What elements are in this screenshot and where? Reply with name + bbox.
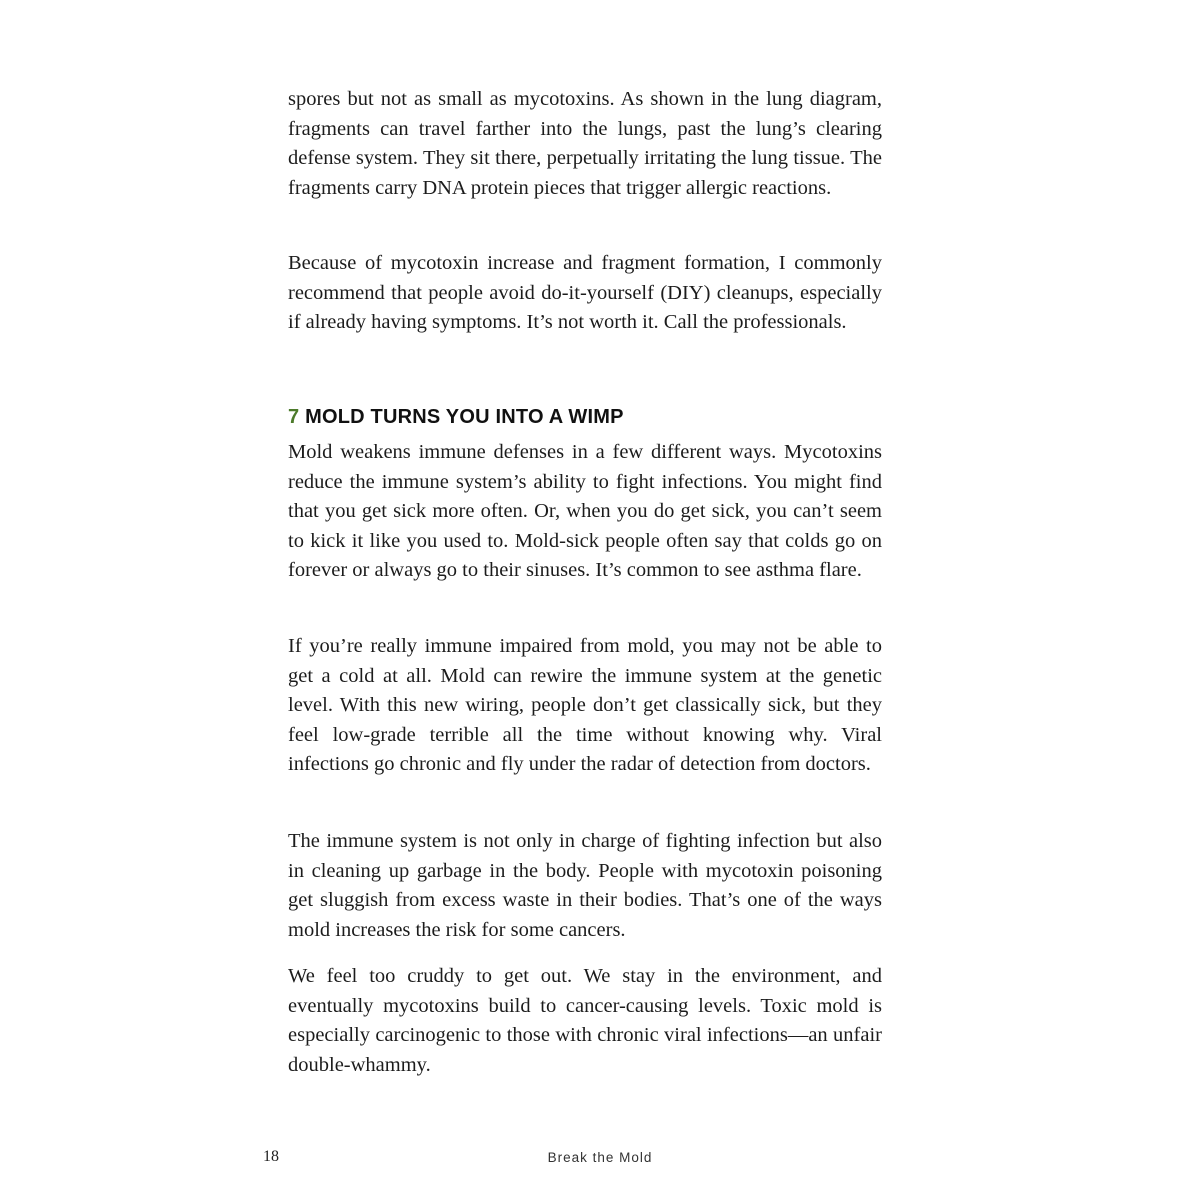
section-title: MOLD TURNS YOU INTO A WIMP — [305, 406, 624, 428]
paragraph-immune-defenses: Mold weakens immune defenses in a few different ways. Mycotoxins reduce the immune system’s ability to fight infections. You might find that you get sick more often. Or, when you do get sick, you can’t seem to kick it like you used to. Mold-sick people often say that colds go on forever or always go to their sinuses. It’s common to see asthma flare. — [288, 441, 882, 582]
paragraph-cleaning-garbage: The immune system is not only in charge of fighting infection but also in cleaning up garbage in the body. People with mycotoxin poisoning get sluggish from excess waste in their bodies. That’s one of the ways mold increases the risk for some cancers. — [288, 830, 882, 941]
page-number: 18 — [263, 1148, 279, 1165]
running-footer-title: Break the Mold — [547, 1150, 653, 1165]
paragraph-diy-cleanups: Because of mycotoxin increase and fragment formation, I commonly recommend that people avoid do-it-yourself (DIY) cleanups, especially if already having symptoms. It’s not worth it. Call the professionals. — [288, 252, 882, 334]
section-number: 7 — [288, 406, 300, 428]
paragraph-spores-fragments: spores but not as small as mycotoxins. As shown in the lung diagram, fragments can travel farther into the lungs, past the lung’s clearing defense system. They sit there, perpetually irritating the lung tissue. The fragments carry DNA protein pieces that trigger allergic reactions. — [288, 88, 882, 199]
section-heading — [288, 403, 882, 431]
paragraph-cancer-causing: We feel too cruddy to get out. We stay in the environment, and eventually mycotoxins build to cancer-causing levels. Toxic mold is especially carcinogenic to those with chronic viral infections—an unfair double-whammy. — [288, 965, 882, 1076]
paragraph-immune-impaired: If you’re really immune impaired from mold, you may not be able to get a cold at all. Mold can rewire the immune system at the genetic level. With this new wiring, people don’t get classically sick, but they feel low-grade terrible all the time without knowing why. Viral infections go chronic and fly under the radar of detection from doctors. — [288, 635, 882, 776]
